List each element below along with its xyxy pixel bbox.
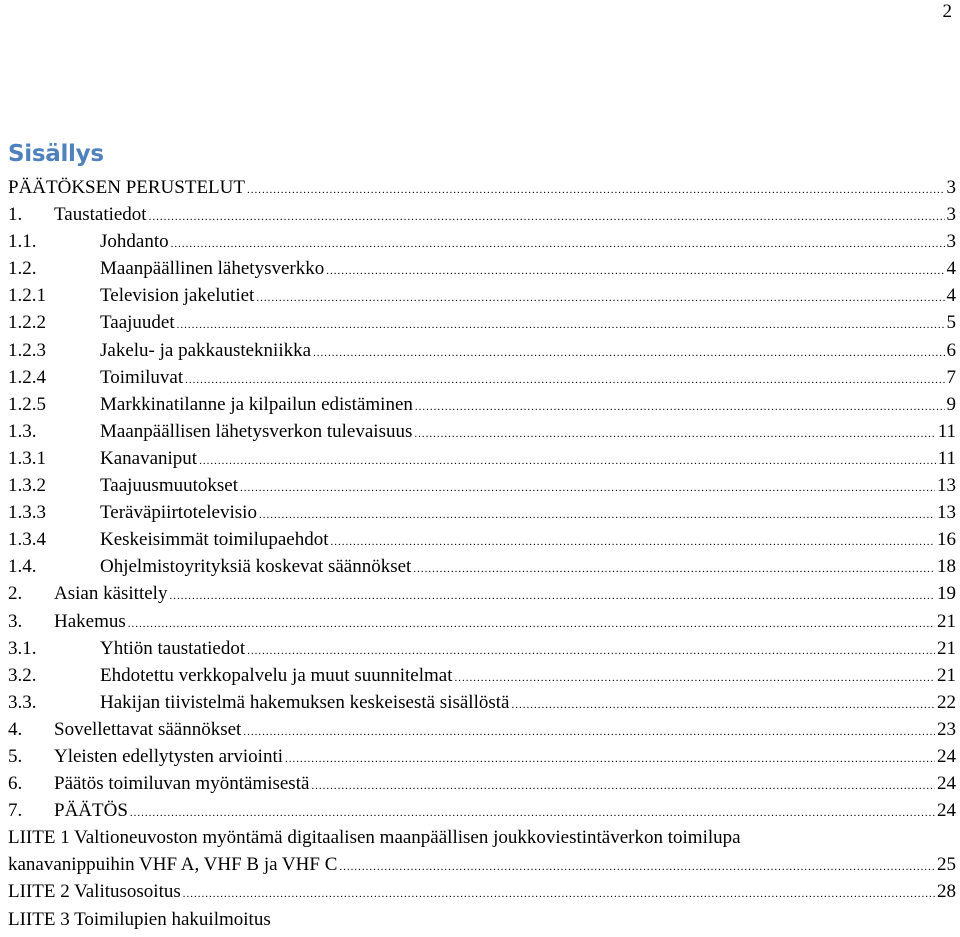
toc-entry-page: 18	[937, 556, 956, 578]
toc-entry-title: Johdanto	[100, 231, 169, 253]
dot-leader	[185, 367, 944, 394]
toc-entry-page: 24	[937, 745, 956, 767]
toc-entry[interactable]	[8, 689, 956, 716]
toc-entry[interactable]	[8, 364, 956, 391]
dot-leader	[240, 475, 935, 502]
toc-entry[interactable]	[8, 472, 956, 499]
toc-entry-number: 1.2.4	[8, 366, 46, 388]
toc-entry[interactable]	[8, 174, 956, 201]
toc-entry-page: 3	[946, 231, 956, 253]
dot-leader	[313, 340, 944, 367]
toc-entry-title: Yleisten edellytysten arviointi	[54, 745, 284, 767]
toc-entry-page: 3	[946, 204, 956, 226]
dot-leader	[331, 529, 936, 556]
toc-entry-title: Maanpäällisen lähetysverkon tulevaisuus	[100, 420, 413, 442]
toc-heading: Sisällys	[8, 141, 104, 167]
toc-entry[interactable]	[8, 282, 956, 309]
toc-entry-title: Teräväpiirtotelevisio	[100, 502, 257, 524]
toc-entry-title: Kanavaniput	[100, 447, 198, 469]
dot-leader	[511, 692, 935, 719]
toc-entry[interactable]	[8, 743, 956, 770]
toc-entry-number: 3.1.	[8, 637, 37, 659]
toc-entry-page: 3	[946, 177, 956, 198]
toc-entry[interactable]	[8, 662, 956, 689]
toc-entry[interactable]	[8, 255, 956, 282]
toc-entry-title: Päätös toimiluvan myöntämisestä	[54, 773, 310, 795]
toc-entry[interactable]	[8, 309, 956, 336]
toc-entry-number: 6.	[8, 773, 23, 795]
dot-leader	[285, 746, 935, 773]
toc-entry-title: Television jakelutiet	[100, 285, 255, 307]
toc-entry-title: Maanpäällinen lähetysverkko	[100, 258, 325, 280]
toc-entry-number: 1.3.3	[8, 502, 46, 524]
toc-entry-number: 1.3.4	[8, 529, 46, 551]
toc-entry-page: 23	[937, 718, 956, 740]
toc-entry[interactable]	[8, 526, 956, 553]
dot-leader	[183, 881, 935, 908]
toc-entry[interactable]	[8, 797, 956, 824]
toc-entry-page: 21	[937, 610, 956, 632]
toc-entry-title: Sovellettavat säännökset	[54, 718, 242, 740]
toc-entry-page: 13	[937, 475, 956, 497]
toc-entry-title: Taajuusmuutokset	[100, 475, 238, 497]
toc-entry-number: 1.2.3	[8, 339, 46, 361]
toc-entry-page: 16	[937, 529, 956, 551]
toc-entry-number: 3.3.	[8, 691, 37, 713]
toc-entry[interactable]	[8, 391, 956, 418]
page-number: 2	[942, 1, 952, 22]
toc-entry-title: Asian käsittely	[54, 583, 168, 605]
toc-entry-page: 11	[937, 420, 956, 442]
toc-entry-title: Jakelu- ja pakkaustekniikka	[100, 339, 312, 361]
toc-entry-page: 22	[937, 691, 956, 713]
dot-leader	[454, 665, 935, 692]
toc-entry-page: 24	[937, 773, 956, 795]
toc-entry-page: 25	[937, 854, 956, 876]
toc-entry[interactable]	[8, 635, 956, 662]
toc-entry-page: 13	[937, 502, 956, 524]
dot-leader	[128, 611, 935, 638]
toc-entry-page: 24	[937, 800, 956, 822]
toc-appendix-entry[interactable]	[8, 824, 956, 851]
dot-leader	[243, 719, 935, 746]
toc-entry-page: 7	[946, 366, 956, 388]
dot-leader	[256, 285, 944, 312]
dot-leader	[326, 258, 944, 285]
toc-entry-title: Toimiluvat	[100, 366, 184, 388]
dot-leader	[259, 502, 935, 529]
toc-appendix-entry[interactable]	[8, 906, 956, 933]
dot-leader	[413, 556, 935, 583]
dot-leader	[169, 583, 935, 610]
toc-appendix-title-line2: kanavanippuihin VHF A, VHF B ja VHF C	[8, 854, 338, 876]
toc-entry-title: Yhtiön taustatiedot	[100, 637, 246, 659]
dot-leader	[339, 854, 935, 881]
toc-entry-page: 4	[946, 258, 956, 280]
toc-entry-title: Keskeisimmät toimilupaehdot	[100, 529, 329, 551]
toc-entry[interactable]	[8, 580, 956, 607]
toc-entry-number: 1.	[8, 204, 23, 226]
toc-entry-page: 11	[937, 447, 956, 469]
toc-entry-page: 5	[946, 312, 956, 334]
toc-entry-number: 1.1.	[8, 231, 37, 253]
toc-entry[interactable]	[8, 499, 956, 526]
toc-entry-number: 1.2.5	[8, 393, 46, 415]
toc-entry-number: 1.3.	[8, 420, 37, 442]
toc-entry[interactable]	[8, 553, 956, 580]
toc-entry[interactable]	[8, 445, 956, 472]
toc-appendix-title: LIITE 2 Valitusosoitus	[8, 881, 181, 903]
toc-entry-page: 21	[937, 664, 956, 686]
toc-entry-number: 3.	[8, 610, 23, 632]
toc-entry-number: 7.	[8, 800, 23, 822]
dot-leader	[415, 394, 945, 421]
toc-appendix-title-line1: LIITE 1 Valtioneuvoston myöntämä digitaalisen maanpäällisen joukkoviestintäverkon toimilupa	[8, 827, 741, 849]
toc-entry-page: 6	[946, 339, 956, 361]
table-of-contents	[8, 174, 956, 933]
toc-entry[interactable]	[8, 770, 956, 797]
dot-leader	[414, 421, 935, 448]
toc-entry-title: Taajuudet	[100, 312, 175, 334]
toc-entry-page: 9	[946, 393, 956, 415]
toc-entry-number: 1.2.1	[8, 285, 46, 307]
toc-entry-page: 19	[937, 583, 956, 605]
dot-leader	[171, 231, 945, 258]
toc-entry-title: PÄÄTÖS	[54, 800, 128, 822]
dot-leader	[311, 773, 935, 800]
toc-entry-number: 4.	[8, 718, 23, 740]
toc-appendix-title: LIITE 3 Toimilupien hakuilmoitus	[8, 908, 271, 930]
toc-entry-page: 21	[937, 637, 956, 659]
toc-entry-page: 28	[937, 881, 956, 903]
toc-entry-title: Markkinatilanne ja kilpailun edistäminen	[100, 393, 413, 415]
toc-entry[interactable]	[8, 201, 956, 228]
toc-entry-number: 1.2.	[8, 258, 37, 280]
toc-entry-number: 1.4.	[8, 556, 37, 578]
toc-entry[interactable]	[8, 716, 956, 743]
dot-leader	[247, 177, 945, 204]
toc-entry-title: PÄÄTÖKSEN PERUSTELUT	[8, 177, 245, 198]
toc-entry-number: 5.	[8, 745, 23, 767]
toc-entry-number: 1.2.2	[8, 312, 46, 334]
toc-entry-number: 3.2.	[8, 664, 37, 686]
toc-entry[interactable]	[8, 418, 956, 445]
dot-leader	[130, 800, 935, 827]
dot-leader	[177, 312, 945, 339]
toc-entry-number: 1.3.2	[8, 475, 46, 497]
dot-leader	[247, 638, 935, 665]
dot-leader	[199, 448, 936, 475]
toc-entry[interactable]	[8, 337, 956, 364]
toc-appendix-entry-continued[interactable]	[8, 851, 956, 878]
toc-entry-page: 4	[946, 285, 956, 307]
toc-entry-title: Hakijan tiivistelmä hakemuksen keskeisestä sisällöstä	[100, 691, 510, 713]
toc-entry-title: Taustatiedot	[54, 204, 147, 226]
toc-entry[interactable]	[8, 608, 956, 635]
toc-entry-title: Ehdotettu verkkopalvelu ja muut suunnitelmat	[100, 664, 453, 686]
toc-entry-title: Hakemus	[54, 610, 126, 632]
toc-entry-title: Ohjelmistoyrityksiä koskevat säännökset	[100, 556, 412, 578]
dot-leader	[149, 204, 945, 231]
toc-entry-number: 1.3.1	[8, 447, 46, 469]
toc-entry[interactable]	[8, 228, 956, 255]
toc-entry-number: 2.	[8, 583, 23, 605]
toc-appendix-entry[interactable]	[8, 878, 956, 905]
